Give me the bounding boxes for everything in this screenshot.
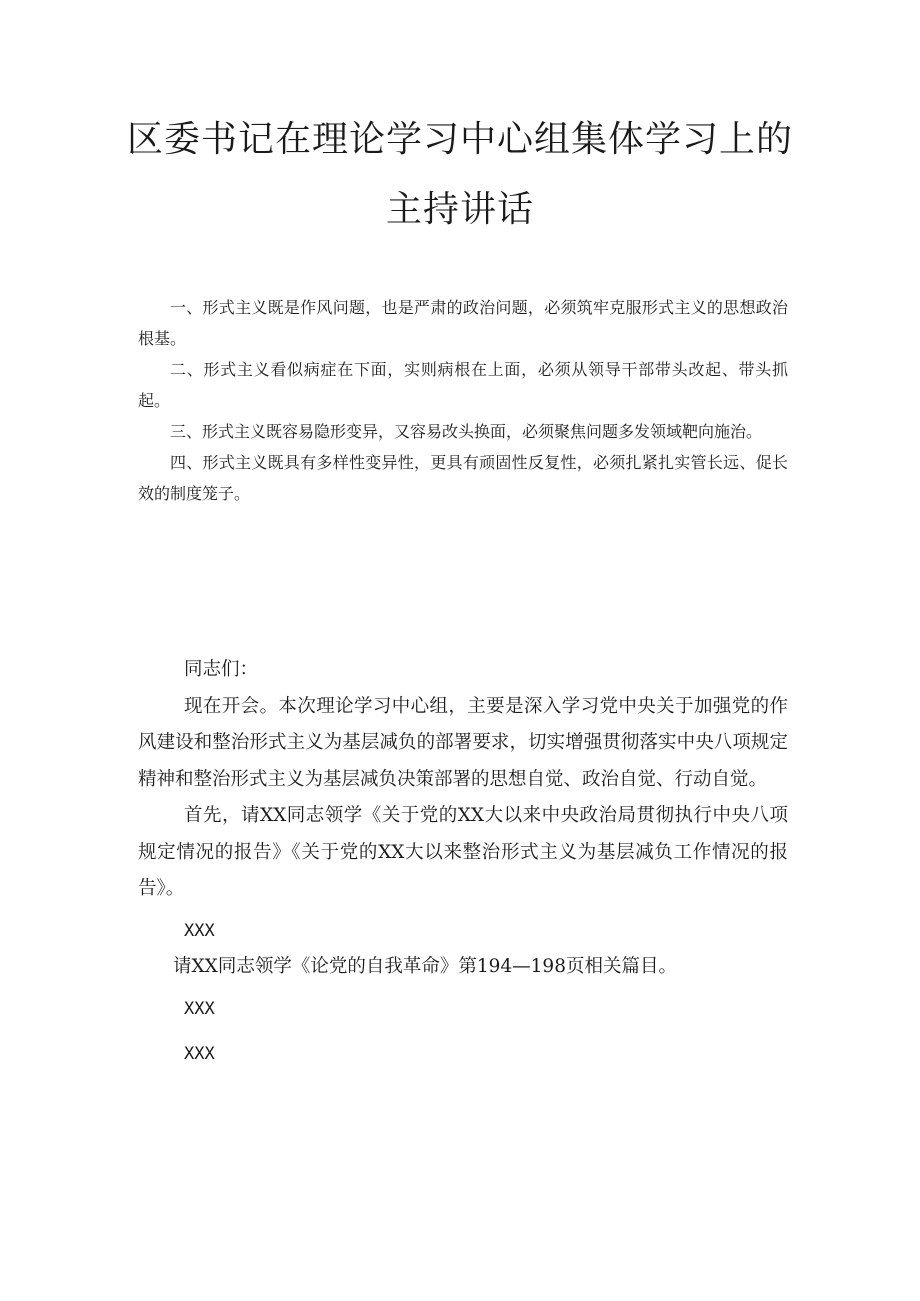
speech-body xyxy=(138,652,788,1073)
document-title-line-2: 主持讲话 xyxy=(385,189,534,230)
paragraph-second-study: 请XX同志领学《论党的自我革命》第194—198页相关篇目。 xyxy=(173,956,677,977)
key-point-3: 三、形式主义既容易隐形变异，又容易改头换面，必须聚焦问题多发领域靶向施治。 xyxy=(170,422,763,441)
paragraph-opening: 现在开会。本次理论学习中心组，主要是深入学习党中央关于加强党的作风建设和整治形式主义为基层减负的部署要求，切实增强贯彻落实中央八项规定精神和整治形式主义为基层减负决策部署的思想自觉、政治自觉、行动自觉。 xyxy=(138,695,788,790)
speaker-placeholder-1: XXX xyxy=(184,920,215,941)
key-point-2: 二、形式主义看似病症在下面，实则病根在上面，必须从领导干部带头改起、带头抓起。 xyxy=(138,360,788,410)
salutation: 同志们： xyxy=(184,659,259,680)
paragraph-first-study: 首先，请XX同志领学《关于党的XX大以来中央政治局贯彻执行中央八项规定情况的报告》《关于党的XX大以来整治形式主义为基层减负工作情况的报告》。 xyxy=(138,805,788,899)
document-title-line-1: 区委书记在理论学习中心组集体学习上的 xyxy=(126,119,793,160)
key-points-section xyxy=(138,292,788,509)
key-point-4: 四、形式主义既具有多样性变异性，更具有顽固性反复性，必须扎紧扎实管长远、促长效的制度笼子。 xyxy=(138,453,788,503)
key-point-1: 一、形式主义既是作风问题，也是严肃的政治问题，必须筑牢克服形式主义的思想政治根基。 xyxy=(138,298,788,348)
speaker-placeholder-3: XXX xyxy=(184,1044,215,1064)
speaker-placeholder-2: XXX xyxy=(184,998,215,1019)
